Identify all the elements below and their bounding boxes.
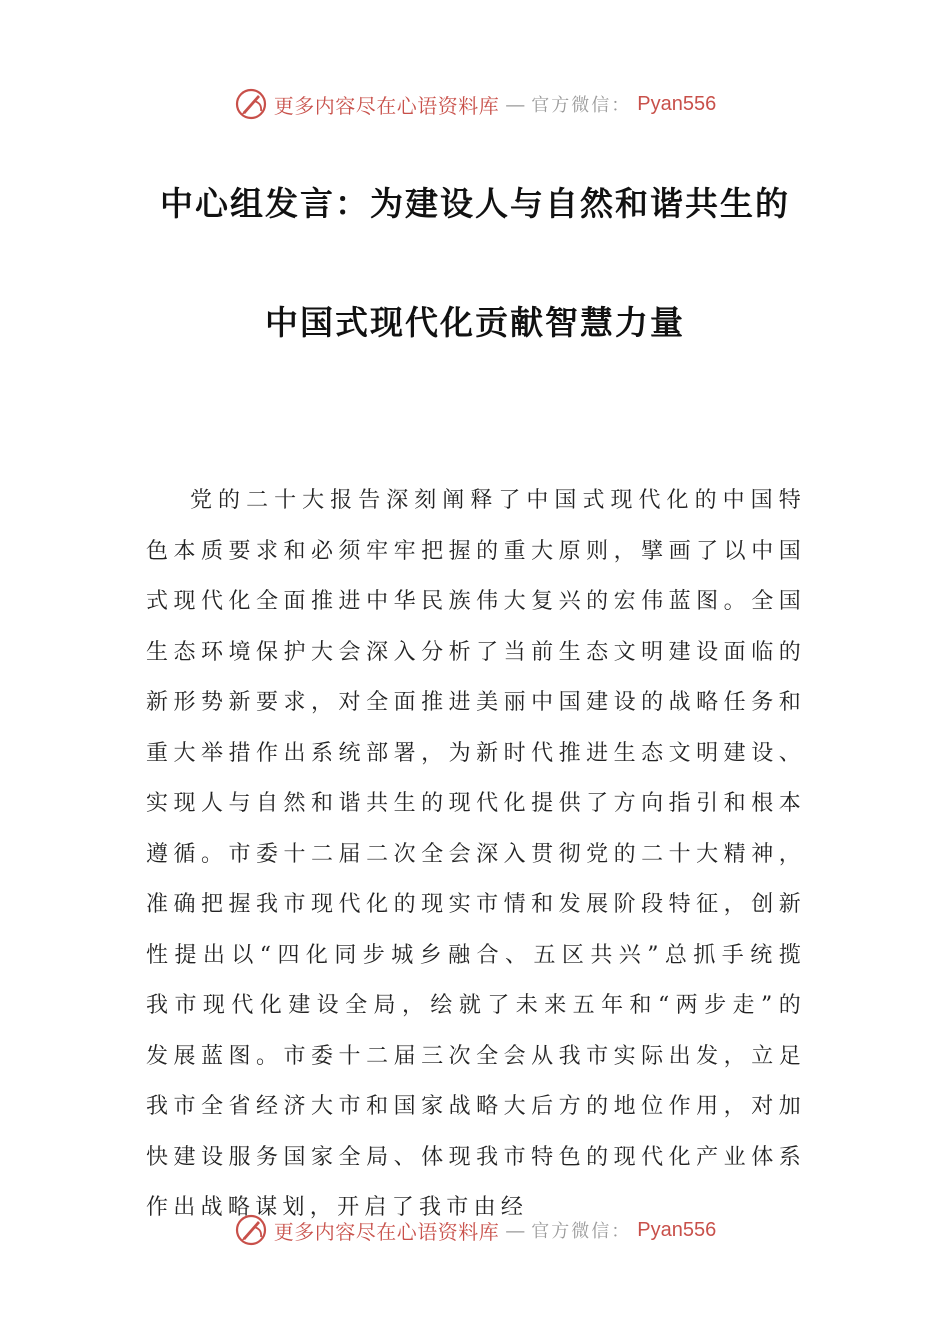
watermark-dash: — (505, 1218, 526, 1242)
quill-pen-logo-icon (234, 1213, 268, 1247)
watermark-wechat-id: Pyan556 (637, 1218, 717, 1241)
watermark-site-text: 更多内容尽在心语资料库 (273, 93, 500, 118)
watermark-label: 官方微信： (531, 95, 632, 116)
watermark-dash: — (505, 92, 526, 116)
watermark-site-text: 更多内容尽在心语资料库 (273, 1219, 500, 1244)
footer-watermark (0, 1210, 950, 1250)
body-paragraph: 党的二十大报告深刻阐释了中国式现代化的中国特色本质要求和必须牢牢把握的重大原则，擘画了以中国式现代化全面推进中华民族伟大复兴的宏伟蓝图。全国生态环境保护大会深入分析了当前生态文明建设面临的新形势新要求，对全面推进美丽中国建设的战略任务和重大举措作出系统部署，为新时代推进生态文明建设、实现人与自然和谐共生的现代化提供了方向指引和根本遵循。市委十二届二次全会深入贯彻党的二十大精神，准确把握我市现代化的现实市情和发展阶段特征，创新性提出以“四化同步城乡融合、五区共兴”总抓手统揽我市现代化建设全局，绘就了未来五年和“两步走”的发展蓝图。市委十二届三次全会从我市实际出发，立足我市全省经济大市和国家战略大后方的地位作用，对加快建设服务国家全局、体现我市特色的现代化产业体系作出战略谋划，开启了我市由经 (146, 488, 806, 1220)
quill-pen-logo-icon (234, 87, 268, 121)
document-title-line-2: 中国式现代化贡献智慧力量 (265, 303, 685, 342)
watermark-label: 官方微信： (531, 1221, 632, 1242)
document-title-line-1: 中心组发言：为建设人与自然和谐共生的 (160, 184, 790, 223)
header-watermark (0, 84, 950, 124)
watermark-wechat-id: Pyan556 (637, 92, 717, 115)
